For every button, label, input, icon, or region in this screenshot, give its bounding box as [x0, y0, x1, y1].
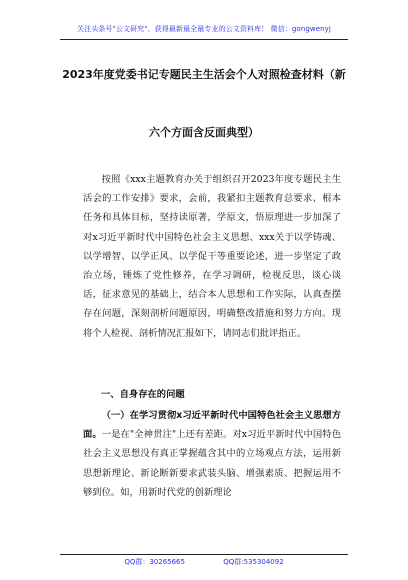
section-heading-1: 一、自身存在的问题	[101, 389, 185, 400]
footer-qq-1: QQ群：30265665	[124, 558, 185, 566]
section-1-block	[83, 406, 341, 502]
document-title-line-2: 六个方面含反面典型）	[149, 126, 259, 139]
subheading-1: （一）在学习贯彻x习近平新时代中国特色社会主义思想方面。	[83, 410, 341, 441]
intro-paragraph-block	[83, 170, 341, 343]
section-1-paragraph	[83, 406, 341, 502]
footer-qq-2: QQ群:535304092	[223, 558, 284, 566]
section-1-text: 一是在"全神贯注"上还有差距。对x习近平新时代中国特色社会主义思想没有真正掌握蕴含其中的立场观点方法，运用新思想新理论、新论断新要求武装头脑、增强素质、把握运用不够到位。如，用新时代党的创新理论	[83, 429, 341, 498]
intro-paragraph: 按照《xxx主题教育办关于组织召开2023年度专题民主生活会的工作安排》要求，会前，我紧扣主题教育总要求、根本任务和具体目标，坚持读原著，学原文，悟原理进一步加深了对x习近平新时代中国特色社会主义思想、xxx关于以学铸魂、以学增智、以学正风、以学促干等重要论述，进一步坚定了政治立场，锤炼了党性修养，在学习调研，检视反思，谈心谈话，征求意见的基础上，结合本人思想和工作实际，认真查摆存在问题，深刻剖析问题原因，明确整改措施和努力方向。现将个人检视、剖析情况汇报如下，请同志们批评指正。	[83, 174, 341, 339]
footer-divider	[60, 554, 348, 555]
header-promo-note: 关注头条号"公文研究"，获得最新最全最专业的公文资料库！ 微信：gongwenyj	[77, 25, 331, 33]
header-divider	[60, 39, 348, 40]
footer-qq-groups	[0, 557, 408, 567]
document-title-line-1: 2023年度党委书记专题民主生活会个人对照检查材料（新	[62, 68, 346, 81]
